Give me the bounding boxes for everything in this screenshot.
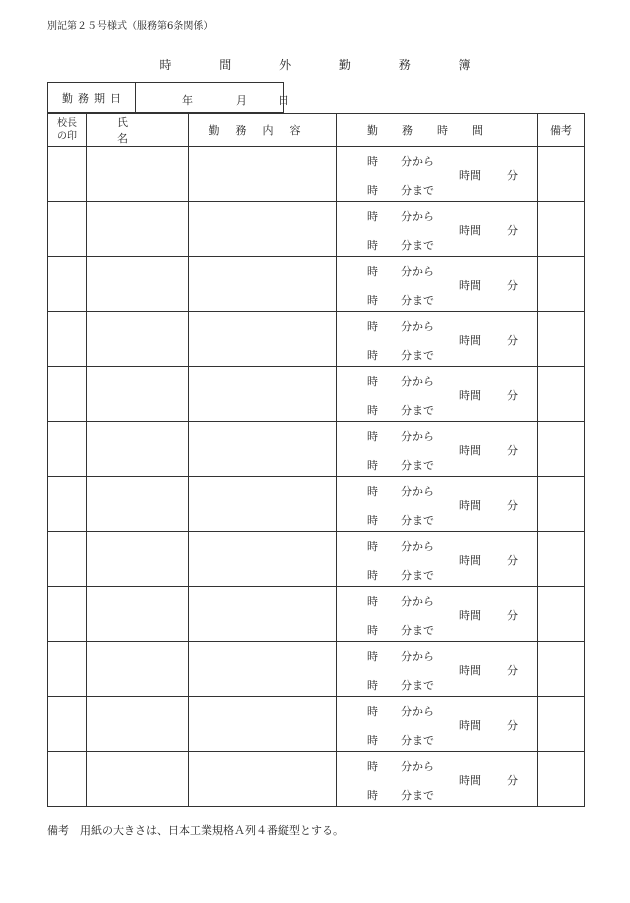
remarks-cell[interactable] [538, 367, 585, 422]
duration-hours-unit: 時間 [459, 279, 481, 292]
name-cell[interactable] [87, 202, 189, 257]
end-minute-unit: 分まで [401, 514, 434, 527]
duration-hours-unit: 時間 [459, 609, 481, 622]
end-minute-unit: 分まで [401, 294, 434, 307]
work-hours-cell[interactable] [337, 257, 538, 312]
work-date-field[interactable] [136, 83, 289, 112]
start-minute-unit: 分から [401, 760, 434, 773]
remarks-cell[interactable] [538, 697, 585, 752]
principal-seal-header-line2: の印 [57, 131, 77, 142]
duration-hours-unit: 時間 [459, 774, 481, 787]
start-hour-unit: 時 [367, 375, 378, 388]
work-content-cell[interactable] [189, 257, 337, 312]
overtime-table [47, 113, 585, 807]
start-minute-unit: 分から [401, 375, 434, 388]
duration-hours-unit: 時間 [459, 224, 481, 237]
table-row [48, 642, 585, 697]
year-unit: 年 [182, 94, 193, 107]
work-content-cell[interactable] [189, 752, 337, 807]
start-hour-unit: 時 [367, 705, 378, 718]
name-cell[interactable] [87, 532, 189, 587]
duration-hours-unit: 時間 [459, 444, 481, 457]
duration-minutes-unit: 分 [507, 224, 518, 237]
work-hours-cell[interactable] [337, 422, 538, 477]
end-minute-unit: 分まで [401, 239, 434, 252]
start-hour-unit: 時 [367, 650, 378, 663]
name-cell[interactable] [87, 587, 189, 642]
start-hour-unit: 時 [367, 760, 378, 773]
duration-hours-unit: 時間 [459, 334, 481, 347]
table-row [48, 752, 585, 807]
end-minute-unit: 分まで [401, 569, 434, 582]
start-minute-unit: 分から [401, 430, 434, 443]
duration-hours-unit: 時間 [459, 664, 481, 677]
name-cell[interactable] [87, 312, 189, 367]
table-row [48, 257, 585, 312]
end-hour-unit: 時 [367, 239, 378, 252]
work-content-cell[interactable] [189, 532, 337, 587]
remarks-cell[interactable] [538, 202, 585, 257]
principal-seal-header [48, 114, 87, 147]
start-minute-unit: 分から [401, 265, 434, 278]
duration-hours-unit: 時間 [459, 169, 481, 182]
end-minute-unit: 分まで [401, 679, 434, 692]
work-content-header: 勤務内容 [189, 114, 337, 147]
start-hour-unit: 時 [367, 155, 378, 168]
end-hour-unit: 時 [367, 789, 378, 802]
start-hour-unit: 時 [367, 265, 378, 278]
start-minute-unit: 分から [401, 595, 434, 608]
duration-minutes-unit: 分 [507, 719, 518, 732]
start-minute-unit: 分から [401, 155, 434, 168]
start-hour-unit: 時 [367, 595, 378, 608]
end-hour-unit: 時 [367, 184, 378, 197]
work-content-cell[interactable] [189, 312, 337, 367]
end-minute-unit: 分まで [401, 789, 434, 802]
end-hour-unit: 時 [367, 514, 378, 527]
name-cell[interactable] [87, 477, 189, 532]
duration-minutes-unit: 分 [507, 499, 518, 512]
end-minute-unit: 分まで [401, 184, 434, 197]
remarks-cell[interactable] [538, 587, 585, 642]
remarks-header: 備考 [538, 114, 585, 147]
principal-seal-header-line1: 校長 [57, 118, 77, 129]
end-hour-unit: 時 [367, 569, 378, 582]
name-cell[interactable] [87, 147, 189, 202]
work-date-label: 勤務期日 [48, 83, 136, 112]
principal-seal-cell[interactable] [48, 202, 87, 257]
table-row [48, 367, 585, 422]
work-content-cell[interactable] [189, 642, 337, 697]
day-unit: 日 [278, 94, 289, 107]
duration-hours-unit: 時間 [459, 389, 481, 402]
start-minute-unit: 分から [401, 705, 434, 718]
name-cell[interactable] [87, 697, 189, 752]
work-hours-cell[interactable] [337, 202, 538, 257]
work-content-cell[interactable] [189, 697, 337, 752]
table-header-row [48, 114, 585, 147]
table-row [48, 202, 585, 257]
work-hours-cell[interactable] [337, 312, 538, 367]
start-hour-unit: 時 [367, 430, 378, 443]
name-cell[interactable] [87, 422, 189, 477]
work-hours-cell[interactable] [337, 367, 538, 422]
end-minute-unit: 分まで [401, 734, 434, 747]
start-hour-unit: 時 [367, 485, 378, 498]
principal-seal-cell[interactable] [48, 257, 87, 312]
principal-seal-cell[interactable] [48, 422, 87, 477]
remarks-cell[interactable] [538, 642, 585, 697]
duration-minutes-unit: 分 [507, 169, 518, 182]
table-row [48, 422, 585, 477]
work-content-cell[interactable] [189, 202, 337, 257]
duration-minutes-unit: 分 [507, 334, 518, 347]
work-hours-cell[interactable] [337, 642, 538, 697]
principal-seal-cell[interactable] [48, 367, 87, 422]
duration-minutes-unit: 分 [507, 664, 518, 677]
work-content-cell[interactable] [189, 367, 337, 422]
name-cell[interactable] [87, 752, 189, 807]
work-content-cell[interactable] [189, 147, 337, 202]
duration-minutes-unit: 分 [507, 609, 518, 622]
table-row [48, 532, 585, 587]
end-hour-unit: 時 [367, 459, 378, 472]
remarks-cell[interactable] [538, 422, 585, 477]
work-hours-cell[interactable] [337, 477, 538, 532]
duration-minutes-unit: 分 [507, 389, 518, 402]
duration-hours-unit: 時間 [459, 719, 481, 732]
duration-hours-unit: 時間 [459, 554, 481, 567]
table-row [48, 697, 585, 752]
remarks-cell[interactable] [538, 752, 585, 807]
duration-minutes-unit: 分 [507, 554, 518, 567]
start-minute-unit: 分から [401, 650, 434, 663]
principal-seal-cell[interactable] [48, 532, 87, 587]
remarks-cell[interactable] [538, 312, 585, 367]
end-hour-unit: 時 [367, 679, 378, 692]
table-row [48, 147, 585, 202]
start-minute-unit: 分から [401, 540, 434, 553]
name-header: 氏 名 [87, 114, 189, 147]
end-hour-unit: 時 [367, 734, 378, 747]
remarks-cell[interactable] [538, 147, 585, 202]
duration-minutes-unit: 分 [507, 774, 518, 787]
name-cell[interactable] [87, 642, 189, 697]
principal-seal-cell[interactable] [48, 312, 87, 367]
end-hour-unit: 時 [367, 294, 378, 307]
name-cell[interactable] [87, 367, 189, 422]
work-content-cell[interactable] [189, 587, 337, 642]
end-minute-unit: 分まで [401, 404, 434, 417]
work-hours-cell[interactable] [337, 697, 538, 752]
start-hour-unit: 時 [367, 320, 378, 333]
start-minute-unit: 分から [401, 320, 434, 333]
end-hour-unit: 時 [367, 349, 378, 362]
principal-seal-cell[interactable] [48, 752, 87, 807]
duration-hours-unit: 時間 [459, 499, 481, 512]
end-hour-unit: 時 [367, 624, 378, 637]
principal-seal-cell[interactable] [48, 697, 87, 752]
document-title: 時 間 外 勤 務 簿 [159, 58, 493, 72]
remarks-cell[interactable] [538, 477, 585, 532]
work-hours-cell[interactable] [337, 147, 538, 202]
work-hours-cell[interactable] [337, 532, 538, 587]
table-row [48, 477, 585, 532]
start-minute-unit: 分から [401, 485, 434, 498]
principal-seal-cell[interactable] [48, 147, 87, 202]
footnote: 備考 用紙の大きさは、日本工業規格Ａ列４番縦型とする。 [47, 824, 344, 837]
form-number: 別記第２５号様式（服務第6条関係） [47, 21, 214, 32]
name-cell[interactable] [87, 257, 189, 312]
table-row [48, 312, 585, 367]
principal-seal-cell[interactable] [48, 642, 87, 697]
work-hours-cell[interactable] [337, 752, 538, 807]
end-hour-unit: 時 [367, 404, 378, 417]
start-hour-unit: 時 [367, 210, 378, 223]
duration-minutes-unit: 分 [507, 444, 518, 457]
start-minute-unit: 分から [401, 210, 434, 223]
work-content-cell[interactable] [189, 477, 337, 532]
remarks-cell[interactable] [538, 257, 585, 312]
work-hours-cell[interactable] [337, 587, 538, 642]
end-minute-unit: 分まで [401, 349, 434, 362]
work-content-cell[interactable] [189, 422, 337, 477]
end-minute-unit: 分まで [401, 624, 434, 637]
end-minute-unit: 分まで [401, 459, 434, 472]
principal-seal-cell[interactable] [48, 477, 87, 532]
remarks-cell[interactable] [538, 532, 585, 587]
month-unit: 月 [236, 94, 247, 107]
work-date-box [47, 82, 289, 113]
table-row [48, 587, 585, 642]
work-hours-header: 勤務時間 [337, 114, 538, 147]
principal-seal-cell[interactable] [48, 587, 87, 642]
start-hour-unit: 時 [367, 540, 378, 553]
duration-minutes-unit: 分 [507, 279, 518, 292]
